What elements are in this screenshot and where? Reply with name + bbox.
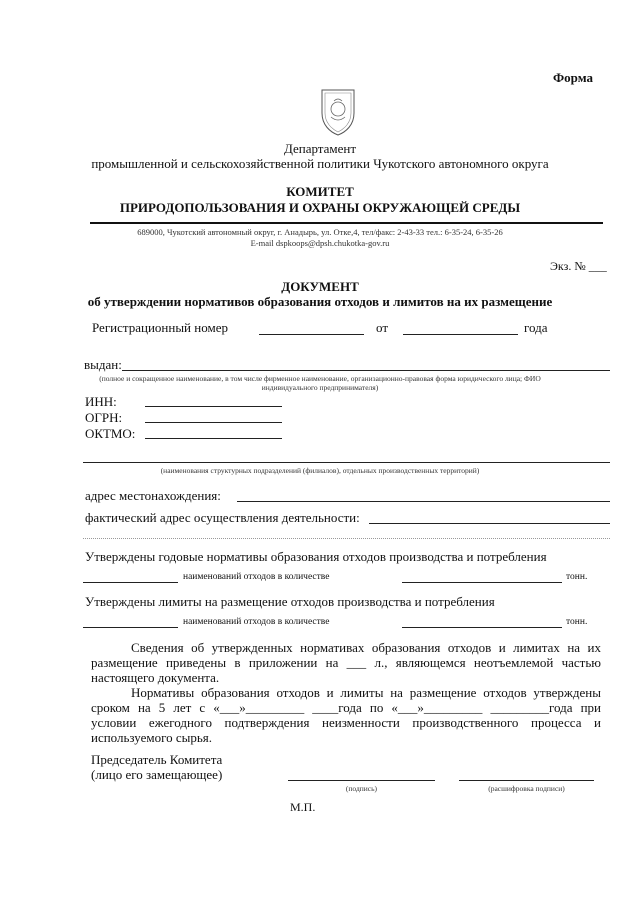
inn-label: ИНН: xyxy=(85,394,117,409)
norms-unit: тонн. xyxy=(566,572,588,582)
address-line1: 689000, Чукотский автономный округ, г. Анадырь, ул. Отке,4, тел/факс: 2-43-33 тел.: 6-35-24, 6-35-26 xyxy=(137,227,503,237)
paragraph-validity: Нормативы образования отходов и лимиты на размещение отходов утверждены сроком на 5 лет с «___»_________ ____года по «___»_________ _________года при условии ежегодного подтверждения неизменности производственного процесса и используемого сырья. xyxy=(91,685,601,745)
reg-date-field[interactable] xyxy=(403,334,518,335)
location-address-field[interactable] xyxy=(237,501,610,502)
header-divider xyxy=(90,222,603,224)
committee-line1: КОМИТЕТ xyxy=(286,184,354,199)
doc-subtitle: об утверждении нормативов образования отходов и лимитов на их размещение xyxy=(87,294,553,309)
doc-title: ДОКУМЕНТ xyxy=(281,279,359,294)
issued-field[interactable] xyxy=(122,370,610,371)
copy-number: Экз. № ___ xyxy=(550,259,607,273)
oktmo-field[interactable] xyxy=(145,438,282,439)
address-divider xyxy=(83,538,610,539)
reg-number-field[interactable] xyxy=(259,334,364,335)
signer-line2: (лицо его замещающее) xyxy=(91,767,223,782)
decode-hint: (расшифровка подписи) xyxy=(488,784,565,793)
signer-line1: Председатель Комитета xyxy=(91,752,223,767)
norms-count-field[interactable] xyxy=(83,582,178,583)
committee-line2: ПРИРОДОПОЛЬЗОВАНИЯ И ОХРАНЫ ОКРУЖАЮЩЕЙ СРЕДЫ xyxy=(119,200,521,215)
stamp-label: М.П. xyxy=(290,800,316,814)
decode-field[interactable] xyxy=(459,780,594,781)
limits-heading: Утверждены лимиты на размещение отходов производства и потребления xyxy=(85,594,495,609)
norms-row-text: наименований отходов в количестве xyxy=(183,572,330,582)
limits-count-field[interactable] xyxy=(83,627,178,628)
limits-row-text: наименований отходов в количестве xyxy=(183,617,330,627)
subdivisions-field[interactable] xyxy=(83,462,610,463)
location-address-label: адрес местонахождения: xyxy=(85,488,221,503)
address-line2: E-mail dspkoops@dpsh.chukotka-gov.ru xyxy=(250,238,390,248)
subdivisions-hint: (наименования структурных подразделений (филиалов), отдельных производственных территорий) xyxy=(160,466,480,475)
issued-hint-line1: (полное и сокращенное наименование, в том числе фирменное наименование, организационно-правовая форма юридического лица; ФИО xyxy=(99,374,541,383)
reg-from-label: от xyxy=(376,320,389,335)
form-label: Форма xyxy=(553,70,593,85)
limits-amount-field[interactable] xyxy=(402,627,562,628)
ogrn-field[interactable] xyxy=(145,422,282,423)
actual-address-label: фактический адрес осуществления деятельности: xyxy=(85,510,360,525)
department-line1: Департамент xyxy=(283,141,357,156)
actual-address-field[interactable] xyxy=(369,523,610,524)
department-line2: промышленной и сельскохозяйственной политики Чукотского автономного округа xyxy=(91,156,549,171)
issued-label: выдан: xyxy=(84,357,122,372)
paragraph-appendix: Сведения об утвержденных нормативах образования отходов и лимитах на их размещение приведены в приложении на ___ л., являющемся неотъемлемой частью настоящего документа. xyxy=(91,640,601,685)
limits-unit: тонн. xyxy=(566,617,588,627)
issued-hint-line2: индивидуального предпринимателя) xyxy=(261,383,379,392)
norms-heading: Утверждены годовые нормативы образования отходов производства и потребления xyxy=(85,549,547,564)
norms-amount-field[interactable] xyxy=(402,582,562,583)
reg-number-label: Регистрационный номер xyxy=(92,320,228,335)
coat-of-arms-icon xyxy=(318,87,358,137)
oktmo-label: ОКТМО: xyxy=(85,426,136,441)
signature-field[interactable] xyxy=(288,780,435,781)
signature-hint: (подпись) xyxy=(345,784,378,793)
inn-field[interactable] xyxy=(145,406,282,407)
ogrn-label: ОГРН: xyxy=(85,410,123,425)
reg-year-label: года xyxy=(524,320,548,335)
